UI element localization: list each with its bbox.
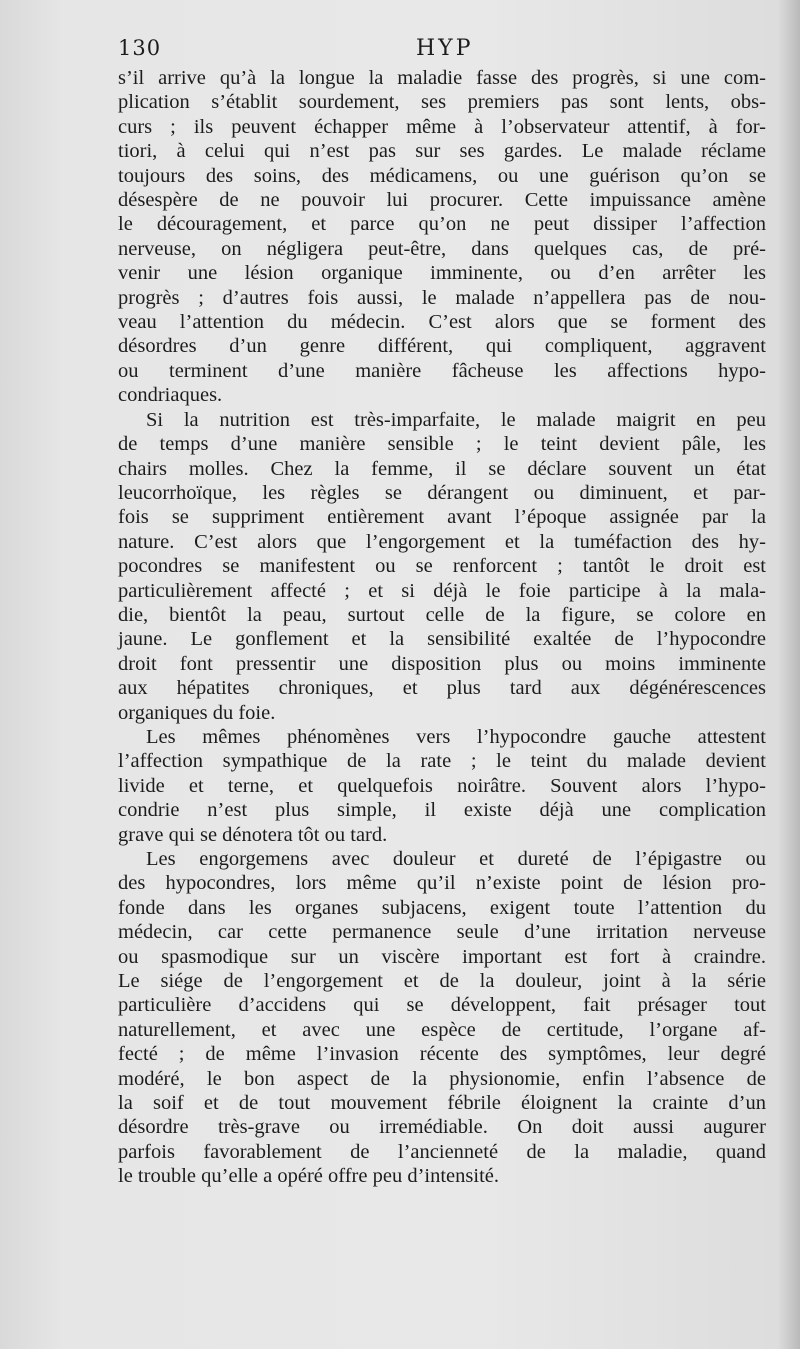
text-line: aux hépatites chroniques, et plus tard aux dégénérescences bbox=[118, 677, 766, 700]
body-text bbox=[118, 66, 766, 1189]
text-line: organiques du foie. bbox=[118, 701, 276, 724]
text-line: naturellement, et avec une espèce de certitude, l’organe af- bbox=[118, 1018, 766, 1041]
text-line: Le siége de l’engorgement et de la douleur, joint à la série bbox=[118, 970, 766, 993]
text-line: venir une lésion organique imminente, ou d’en arrêter les bbox=[118, 262, 766, 285]
text-line: leucorrhoïque, les règles se dérangent ou diminuent, et par- bbox=[118, 481, 766, 504]
text-line: l’affection sympathique de la rate ; le teint du malade devient bbox=[118, 750, 766, 773]
text-line: die, bientôt la peau, surtout celle de la figure, se colore en bbox=[118, 603, 766, 626]
text-line: désespère de ne pouvoir lui procurer. Cette impuissance amène bbox=[118, 189, 766, 212]
text-line: désordres d’un genre différent, qui compliquent, aggravent bbox=[118, 335, 766, 358]
text-line: désordre très-grave ou irremédiable. On doit aussi augurer bbox=[118, 1116, 766, 1139]
text-line: Les mêmes phénomènes vers l’hypocondre gauche attestent bbox=[146, 725, 766, 748]
text-line: médecin, car cette permanence seule d’une irritation nerveuse bbox=[118, 921, 766, 944]
text-line: fois se suppriment entièrement avant l’époque assignée par la bbox=[118, 506, 766, 529]
paragraph bbox=[118, 725, 766, 847]
text-line: particulièrement affecté ; et si déjà le foie participe à la mala- bbox=[118, 579, 766, 602]
text-line: Si la nutrition est très-imparfaite, le malade maigrit en peu bbox=[146, 408, 766, 431]
running-head: HYP bbox=[416, 36, 474, 61]
text-line: plication s’établit sourdement, ses premiers pas sont lents, obs- bbox=[118, 91, 766, 114]
text-line: s’il arrive qu’à la longue la maladie fasse des progrès, si une com- bbox=[118, 67, 766, 89]
text-line: modéré, le bon aspect de la physionomie, enfin l’absence de bbox=[118, 1067, 766, 1090]
paragraph bbox=[118, 847, 766, 1189]
text-line: des hypocondres, lors même qu’il n’existe point de lésion pro- bbox=[118, 872, 766, 895]
page-number: 130 bbox=[118, 36, 162, 60]
text-line: la soif et de tout mouvement fébrile éloignent la crainte d’un bbox=[118, 1092, 766, 1115]
text-line: de temps d’une manière sensible ; le teint devient pâle, les bbox=[118, 433, 766, 456]
text-line: condriaques. bbox=[118, 384, 223, 407]
page-header bbox=[118, 36, 766, 66]
text-line: le trouble qu’elle a opéré offre peu d’intensité. bbox=[118, 1165, 499, 1188]
text-line: fonde dans les organes subjacens, exigent toute l’attention du bbox=[118, 896, 766, 919]
text-line: jaune. Le gonflement et la sensibilité exaltée de l’hypocondre bbox=[118, 628, 766, 651]
text-line: nerveuse, on négligera peut-être, dans quelques cas, de pré- bbox=[118, 237, 766, 260]
text-line: le découragement, et parce qu’on ne peut dissiper l’affection bbox=[118, 213, 766, 236]
paragraph bbox=[118, 66, 766, 408]
text-line: curs ; ils peuvent échapper même à l’observateur attentif, à for- bbox=[118, 115, 766, 138]
text-line: toujours des soins, des médicamens, ou une guérison qu’on se bbox=[118, 164, 766, 187]
text-line: parfois favorablement de l’ancienneté de la maladie, quand bbox=[118, 1140, 766, 1163]
page-edge-shadow bbox=[778, 0, 800, 1349]
text-line: chairs molles. Chez la femme, il se déclare souvent un état bbox=[118, 457, 766, 480]
text-line: grave qui se dénotera tôt ou tard. bbox=[118, 823, 388, 846]
text-line: fecté ; de même l’invasion récente des symptômes, leur degré bbox=[118, 1043, 766, 1066]
text-line: veau l’attention du médecin. C’est alors que se forment des bbox=[118, 311, 766, 334]
text-line: nature. C’est alors que l’engorgement et la tuméfaction des hy- bbox=[118, 530, 766, 553]
text-line: progrès ; d’autres fois aussi, le malade n’appellera pas de nou- bbox=[118, 286, 766, 309]
paragraph bbox=[118, 408, 766, 725]
text-line: livide et terne, et quelquefois noirâtre. Souvent alors l’hypo- bbox=[118, 774, 766, 797]
text-line: droit font pressentir une disposition plus ou moins imminente bbox=[118, 652, 766, 675]
text-line: Les engorgemens avec douleur et dureté de l’épigastre ou bbox=[146, 848, 766, 870]
text-line: condrie n’est plus simple, il existe déjà une complication bbox=[118, 799, 766, 822]
text-line: tiori, à celui qui n’est pas sur ses gardes. Le malade réclame bbox=[118, 140, 766, 163]
text-line: ou spasmodique sur un viscère important est fort à craindre. bbox=[118, 945, 766, 968]
text-line: particulière d’accidens qui se développent, fait présager tout bbox=[118, 994, 766, 1017]
text-line: pocondres se manifestent ou se renforcent ; tantôt le droit est bbox=[118, 555, 766, 578]
text-line: ou terminent d’une manière fâcheuse les affections hypo- bbox=[118, 359, 766, 382]
